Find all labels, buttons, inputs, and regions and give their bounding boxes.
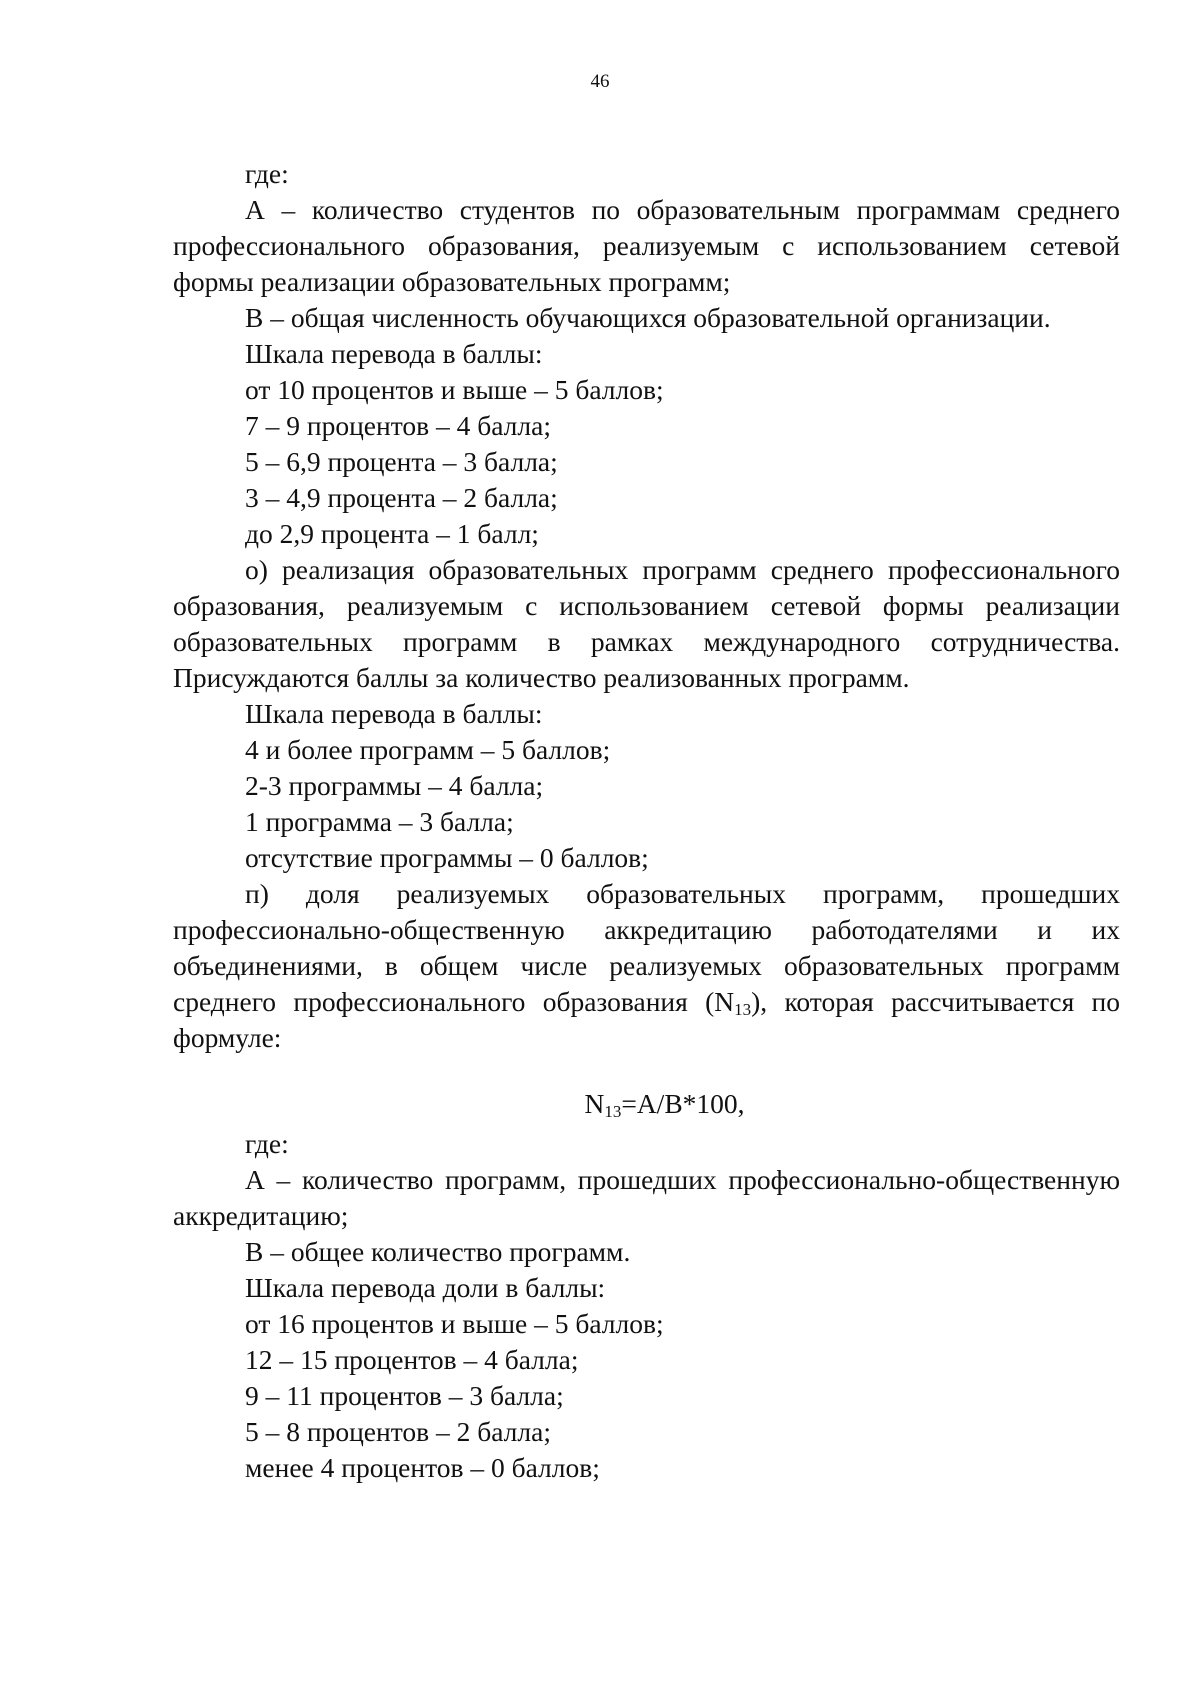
- scale-item: от 16 процентов и выше – 5 баллов;: [245, 1308, 664, 1339]
- item-p-line-1: п) доля реализуемых образовательных программ, прошедших: [245, 878, 1120, 909]
- item-p-line-2: профессионально-общественную аккредитацию работодателями и их: [173, 914, 1120, 945]
- scale-item: до 2,9 процента – 1 балл;: [245, 518, 539, 549]
- scale-item: 1 программа – 3 балла;: [245, 806, 514, 837]
- definition-a-line-1: А – количество программ, прошедших профессионально-общественную: [245, 1164, 1120, 1195]
- formula-rest: =А/В*100,: [621, 1088, 745, 1119]
- definition-a-line-2: аккредитацию;: [173, 1200, 349, 1231]
- scale-item: 5 – 8 процентов – 2 балла;: [245, 1416, 551, 1447]
- scale-item: отсутствие программы – 0 баллов;: [245, 842, 649, 873]
- scale-item: 9 – 11 процентов – 3 балла;: [245, 1380, 564, 1411]
- scale-title: Шкала перевода в баллы:: [245, 698, 543, 729]
- scale-item: 4 и более программ – 5 баллов;: [245, 734, 611, 765]
- item-p-line-3: объединениями, в общем числе реализуемых образовательных программ: [173, 950, 1120, 981]
- scale-item: 2-3 программы – 4 балла;: [245, 770, 544, 801]
- definition-a-line-1: А – количество студентов по образовательным программам среднего: [245, 194, 1120, 225]
- page-number: 46: [590, 71, 610, 92]
- definition-a-line-3: формы реализации образовательных программ;: [173, 266, 731, 297]
- where-label: где:: [245, 1128, 289, 1159]
- scale-title: Шкала перевода доли в баллы:: [245, 1272, 606, 1303]
- item-o-line-1: о) реализация образовательных программ среднего профессионального: [245, 554, 1120, 585]
- formula-n: N: [584, 1088, 605, 1119]
- document-body: [173, 156, 1120, 1486]
- item-o-line-2: образования, реализуемым с использованием сетевой формы реализации: [173, 590, 1120, 621]
- item-o-line-3: образовательных программ в рамках международного сотрудничества.: [173, 626, 1120, 657]
- scale-item: от 10 процентов и выше – 5 баллов;: [245, 374, 664, 405]
- where-label: где:: [245, 158, 289, 189]
- formula: [173, 1086, 1120, 1122]
- definition-b: В – общее количество программ.: [245, 1236, 631, 1267]
- formula-subscript: 13: [604, 1102, 622, 1121]
- item-p-line-5: формуле:: [173, 1022, 282, 1053]
- scale-item: 7 – 9 процентов – 4 балла;: [245, 410, 551, 441]
- definition-b: В – общая численность обучающихся образовательной организации.: [245, 302, 1051, 333]
- scale-item: 12 – 15 процентов – 4 балла;: [245, 1344, 579, 1375]
- scale-item: менее 4 процентов – 0 баллов;: [245, 1452, 600, 1483]
- definition-a-line-2: профессионального образования, реализуемым с использованием сетевой: [173, 230, 1120, 261]
- scale-title: Шкала перевода в баллы:: [245, 338, 543, 369]
- subscript-13: 13: [734, 1000, 752, 1019]
- item-p-line-4: [173, 984, 1120, 1020]
- item-o-line-4: Присуждаются баллы за количество реализованных программ.: [173, 662, 910, 693]
- item-p-line-4-end: ), которая рассчитывается по: [751, 986, 1120, 1017]
- item-p-line-4-start: среднего профессионального образования (N: [173, 986, 735, 1017]
- scale-item: 3 – 4,9 процента – 2 балла;: [245, 482, 558, 513]
- scale-item: 5 – 6,9 процента – 3 балла;: [245, 446, 558, 477]
